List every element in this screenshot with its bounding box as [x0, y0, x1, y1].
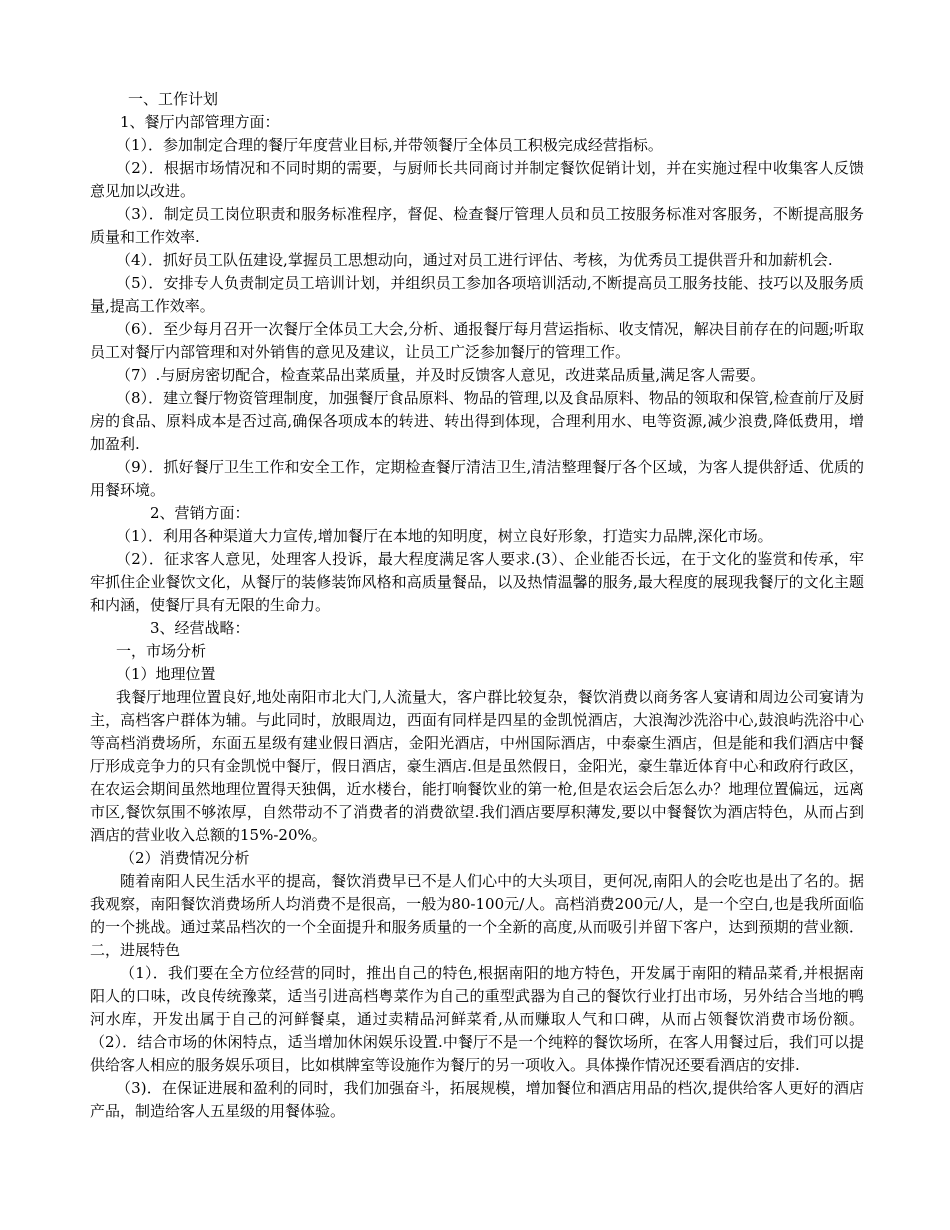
paragraph: （1）地理位置 [116, 665, 216, 683]
paragraph: （4）．抓好员工队伍建设,掌握员工思想动向，通过对员工进行评估、考核，为优秀员工提供晋升和加薪机会. [116, 251, 833, 269]
paragraph: （6）．至少每月召开一次餐厅全体员工大会,分析、通报餐厅每月营运指标、收支情况，解决目前存在的问题;听取员工对餐厅内部管理和对外销售的意见及建议，让员工广泛参加餐厅的管理工作。 [90, 320, 864, 361]
paragraph: 3、经营战略： [150, 619, 250, 637]
paragraph: （1）．我们要在全方位经营的同时，推出自己的特色,根据南阳的地方特色，开发属于南阳的精品菜肴,并根据南阳人的口味，改良传统豫菜，适当引进高档粤菜作为自己的重型武器为自己的餐饮行业打出市场，另外结合当地的鸭河水库，开发出属于自己的河鲜餐桌，通过卖精品河鲜菜肴,从而赚取人气和口碑，从而占领餐饮消费市场份额。（2）．结合市场的休闲特点，适当增加休闲娱乐设置.中餐厅不是一个纯粹的餐饮场所，在客人用餐过后，我们可以提供给客人相应的服务娱乐项目，比如棋牌室等设施作为餐厅的另一项收入。具体操作情况还要看酒店的安排. [90, 964, 864, 1074]
paragraph: 一，市场分析 [116, 642, 207, 660]
paragraph: 我餐厅地理位置良好,地处南阳市北大门,人流量大，客户群比较复杂，餐饮消费以商务客人宴请和周边公司宴请为主，高档客户群体为辅。与此同时，放眼周边，西面有同样是四星的金凯悦酒店，大浪淘沙洗浴中心,鼓浪屿洗浴中心等高档消费场所，东面五星级有建业假日酒店，金阳光酒店，中州国际酒店，中泰豪生酒店，但是能和我们酒店中餐厅形成竞争力的只有金凯悦中餐厅，假日酒店，豪生酒店.但是虽然假日，金阳光，豪生靠近体育中心和政府行政区，在农运会期间虽然地理位置得天独偶，近水楼台，能打响餐饮业的第一枪,但是农运会后怎么办？地理位置偏远，远离市区,餐饮氛围不够浓厚，自然带动不了消费者的消费欲望.我们酒店要厚积薄发,要以中餐餐饮为酒店特色，从而占到酒店的营业收入总额的15%-20%。 [90, 688, 864, 844]
paragraph: （3）．制定员工岗位职责和服务标准程序，督促、检查餐厅管理人员和员工按服务标准对客服务，不断提高服务质量和工作效率. [90, 205, 864, 246]
paragraph: 随着南阳人民生活水平的提高，餐饮消费早已不是人们心中的大头项目，更何况,南阳人的会吃也是出了名的。据我观察，南阳餐饮消费场所人均消费不是很高，一般为80-100元/人。高档消费200元/人，是一个空白,也是我所面临的一个挑战。通过菜品档次的一个全面提升和服务质量的一个全新的高度,从而吸引并留下客户，达到预期的营业额．二，进展特色 [90, 872, 864, 959]
paragraph: （2）．征求客人意见，处理客人投诉，最大程度满足客人要求.(3）、企业能否长远，在于文化的鉴赏和传承，牢牢抓住企业餐饮文化，从餐厅的装修装饰风格和高质量餐品，以及热情温馨的服务,最大程度的展现我餐厅的文化主题和内涵，使餐厅具有无限的生命力。 [90, 550, 864, 614]
section-heading: 1、餐厅内部管理方面： [120, 113, 280, 131]
paragraph: 2、营销方面： [150, 504, 250, 522]
paragraph: （3)．在保证进展和盈利的同时，我们加强奋斗，拓展规模，增加餐位和酒店用品的档次,提供给客人更好的酒店产品，制造给客人五星级的用餐体验。 [90, 1079, 864, 1120]
paragraph: （8）．建立餐厅物资管理制度，加强餐厅食品原料、物品的管理,以及食品原料、物品的领取和保管,检查前厅及厨房的食品、原料成本是否过高,确保各项成本的转进、转出得到体现，合理利用水、电等资源,减少浪费,降低费用，增加盈利. [90, 389, 864, 453]
paragraph: （2）．根据市场情况和不同时期的需要，与厨师长共同商讨并制定餐饮促销计划，并在实施过程中收集客人反馈意见加以改进。 [90, 159, 864, 200]
document-body [90, 88, 864, 1123]
paragraph: （5）．安排专人负责制定员工培训计划，并组织员工参加各项培训活动,不断提高员工服务技能、技巧以及服务质量,提高工作效率。 [90, 274, 864, 315]
paragraph: （1）．利用各种渠道大力宣传,增加餐厅在本地的知明度，树立良好形象，打造实力品牌,深化市场。 [116, 527, 773, 545]
section-heading: 一、工作计划 [128, 90, 219, 108]
paragraph: （1）．参加制定合理的餐厅年度营业目标,并带领餐厅全体员工积极完成经营指标。 [116, 136, 663, 154]
paragraph: （2）消费情况分析 [120, 849, 250, 867]
paragraph: （9）．抓好餐厅卫生工作和安全工作，定期检查餐厅清洁卫生,清洁整理餐厅各个区域，为客人提供舒适、优质的用餐环境。 [90, 458, 864, 499]
paragraph: （7）.与厨房密切配合，检查菜品出菜质量，并及时反馈客人意见，改进菜品质量,满足客人需要。 [116, 366, 766, 384]
